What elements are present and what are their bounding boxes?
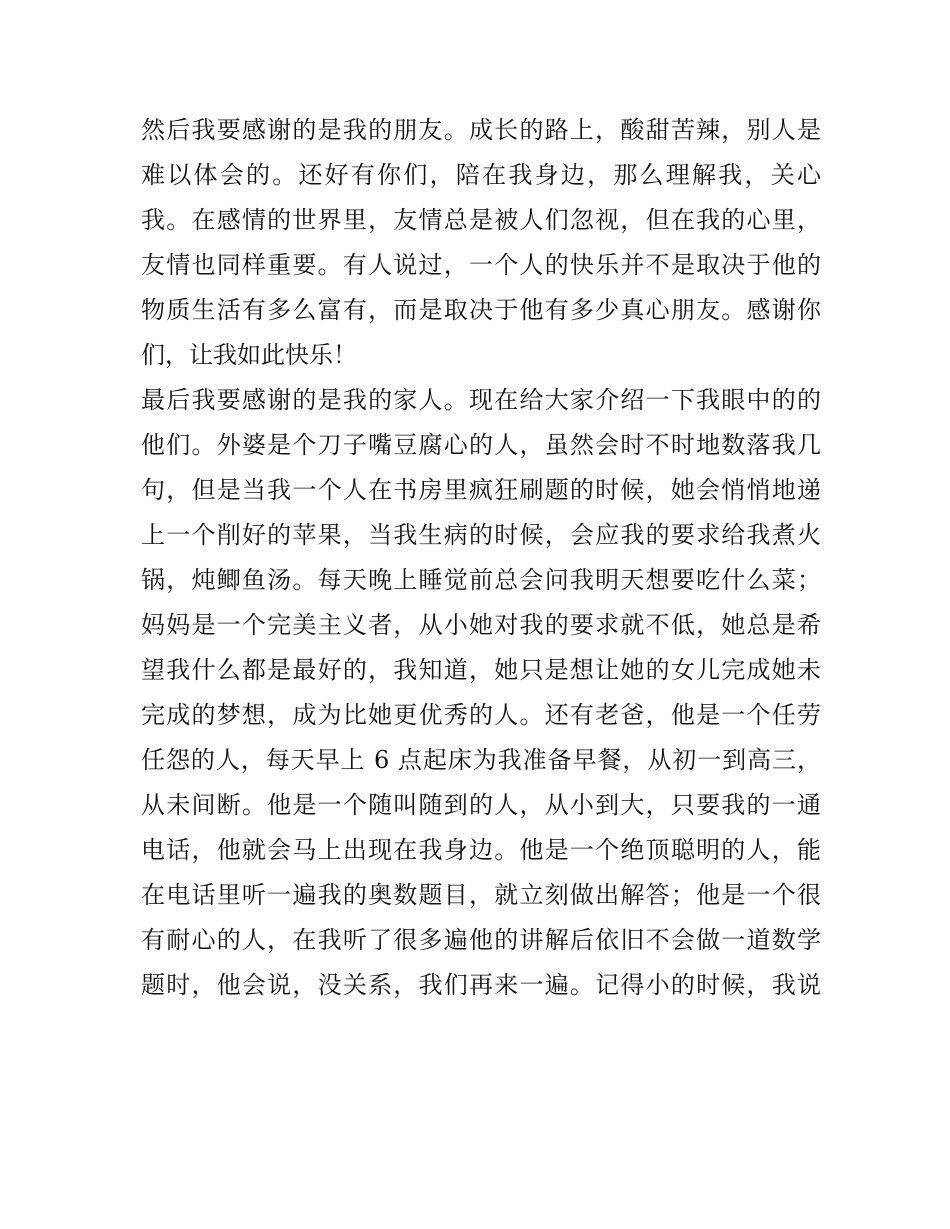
text-line: 望我什么都是最好的，我知道，她只是想让她的女儿完成她未: [141, 656, 821, 684]
text-line: 最后我要感谢的是我的家人。现在给大家介绍一下我眼中的的: [141, 386, 821, 414]
text-line: 我。在感情的世界里，友情总是被人们忽视，但在我的心里，: [141, 206, 821, 234]
text-line: 然后我要感谢的是我的朋友。成长的路上，酸甜苦辣，别人是: [141, 116, 821, 144]
text-line: 友情也同样重要。有人说过，一个人的快乐并不是取决于他的: [141, 251, 821, 279]
text-line: 们，让我如此快乐！: [141, 341, 357, 369]
text-line: 在电话里听一遍我的奥数题目，就立刻做出解答；他是一个很: [141, 881, 821, 909]
text-line: 物质生活有多么富有，而是取决于他有多少真心朋友。感谢你: [141, 296, 821, 324]
text-line: 电话，他就会马上出现在我身边。他是一个绝顶聪明的人，能: [141, 836, 821, 864]
text-line: 锅，炖鲫鱼汤。每天晚上睡觉前总会问我明天想要吃什么菜；: [141, 566, 821, 594]
text-line: 完成的梦想，成为比她更优秀的人。还有老爸，他是一个任劳: [141, 701, 821, 729]
text-line: 从未间断。他是一个随叫随到的人，从小到大，只要我的一通: [141, 791, 821, 819]
text-line: 句，但是当我一个人在书房里疯狂刷题的时候，她会悄悄地递: [141, 476, 821, 504]
text-line: 妈妈是一个完美主义者，从小她对我的要求就不低，她总是希: [141, 611, 821, 639]
body-text: [141, 108, 821, 1008]
text-line: 题时，他会说，没关系，我们再来一遍。记得小的时候，我说: [141, 971, 821, 999]
text-line: 上一个削好的苹果，当我生病的时候，会应我的要求给我煮火: [141, 521, 821, 549]
text-line: 任怨的人，每天早上 6 点起床为我准备早餐，从初一到高三，: [141, 746, 821, 774]
text-line: 他们。外婆是个刀子嘴豆腐心的人，虽然会时不时地数落我几: [141, 431, 821, 459]
text-line: 难以体会的。还好有你们，陪在我身边，那么理解我，关心: [141, 161, 821, 189]
text-line: 有耐心的人，在我听了很多遍他的讲解后依旧不会做一道数学: [141, 926, 821, 954]
